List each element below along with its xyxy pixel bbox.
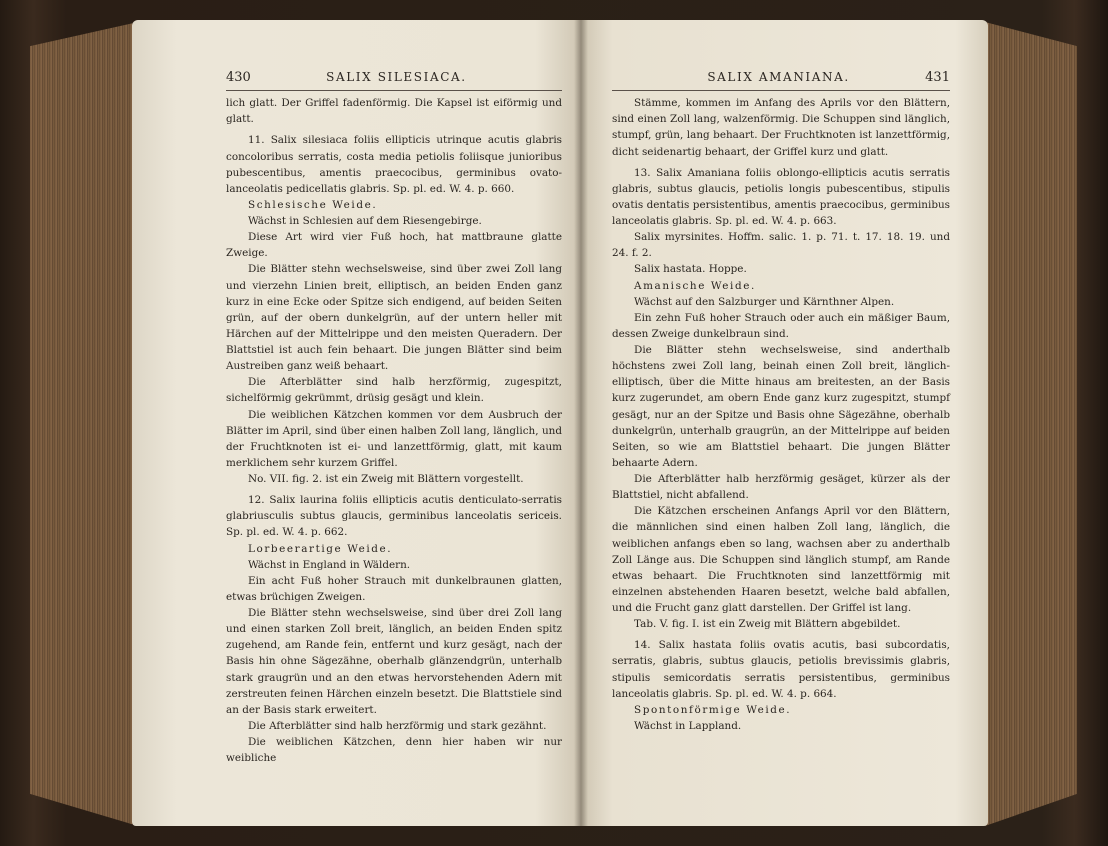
species-common-name: Spontonförmige Weide. bbox=[634, 703, 792, 716]
paragraph: Wächst in Lappland. bbox=[634, 719, 742, 732]
species-entry: 11. Salix silesiaca foliis ellipticis utrinque acutis glabris concoloribus serratis, costa media petiolis foliisque junioribus pubescentibus, amentis praecocibus, germinibus ovato-lanceolatis pedicellatis glabris. Sp. pl. ed. W. 4. p. 660. bbox=[226, 134, 562, 195]
paragraph: Ein zehn Fuß hoher Strauch oder auch ein mäßiger Baum, dessen Zweige dunkelbraun sind. bbox=[612, 311, 950, 340]
paragraph: Wächst auf den Salzburger und Kärnthner Alpen. bbox=[634, 295, 895, 308]
paragraph: Stämme, kommen im Anfang des Aprils vor den Blättern, sind einen Zoll lang, walzenförmig. Die Schuppen sind länglich, stumpf, grün, lang behaart. Der Fruchtknoten ist lanzettförmig, dicht seidenartig behaart, der Griffel kurz und glatt. bbox=[612, 97, 950, 158]
paragraph: Die Afterblätter halb herzförmig gesäget, kürzer als der Blattstiel, nicht abfallend. bbox=[612, 473, 950, 502]
paragraph: No. VII. fig. 2. ist ein Zweig mit Blättern vorgestellt. bbox=[248, 473, 524, 486]
paragraph: lich glatt. Der Griffel fadenförmig. Die Kapsel ist eiförmig und glatt. bbox=[226, 97, 562, 126]
paragraph: Die Blätter stehn wechselsweise, sind über zwei Zoll lang und vierzehn Linien breit, elliptisch, an beiden Enden ganz kurz in eine Ecke oder Spitze sich endigend, auf beiden Seiten grün, auf der obern dunkelgrün, auf der untern heller mit Härchen auf der Mittelrippe und den meisten Queradern. Der Blattstiel ist auch fein behaart. Die jungen Blätter sind beim Austreiben ganz weiß behaart. bbox=[226, 263, 562, 373]
book-gutter bbox=[574, 20, 588, 826]
paragraph: Wächst in England in Wäldern. bbox=[248, 558, 411, 571]
synonym: Salix myrsinites. Hoffm. salic. 1. p. 71. t. 17. 18. 19. und 24. f. 2. bbox=[612, 231, 950, 260]
paragraph: Wächst in Schlesien auf dem Riesengebirge. bbox=[248, 215, 482, 228]
paragraph: Die Afterblätter sind halb herzförmig, zugespitzt, sichelförmig gekrümmt, drüsig gesägt und klein. bbox=[226, 376, 562, 405]
left-page-edges bbox=[18, 22, 138, 826]
paragraph: Diese Art wird vier Fuß hoch, hat mattbraune glatte Zweige. bbox=[226, 231, 562, 260]
species-entry: 12. Salix laurina foliis ellipticis acutis denticulato-serratis glabriusculis subtus glaucis, germinibus lanceolatis sericeis. Sp. pl. ed. W. 4. p. 662. bbox=[226, 494, 562, 539]
paragraph: Die Blätter stehn wechselsweise, sind über drei Zoll lang und einen starken Zoll breit, länglich, an beiden Enden spitz zugehend, am Rande fein, entfernt und kurz gesägt, nach der Basis hin ohne Sägezähne, oberhalb glänzendgrün, unterhalb stark graugrün und an den etwas hervorstehenden Adern mit zerstreuten feinen Härchen einzeln besetzt. Die Blattstiele sind an der Basis stark erweitert. bbox=[226, 607, 562, 716]
paragraph: Die Kätzchen erscheinen Anfangs April vor den Blättern, die männlichen sind einen halben Zoll lang, länglich, die weiblichen anfangs eben so lang, wachsen aber zu anderthalb Zoll Länge aus. Die Schuppen sind länglich stumpf, am Rande etwas behaart. Die Fruchtknoten sind lanzettförmig mit einzelnen abstehenden Haaren besetzt, welche bald abfallen, und die Frucht ganz glatt darstellen. Der Griffel ist lang. bbox=[612, 505, 950, 615]
left-running-head bbox=[226, 68, 562, 91]
right-page bbox=[580, 20, 988, 826]
species-entry: 13. Salix Amaniana foliis oblongo-ellipticis acutis serratis glabris, subtus glaucis, petiolis longis pubescentibus, stipulis ovatis dentatis persistentibus, amentis praecocibus, germinibus lanceolatis glabris. Sp. pl. ed. W. 4. p. 663. bbox=[612, 166, 950, 228]
paragraph: Ein acht Fuß hoher Strauch mit dunkelbraunen glatten, etwas brüchigen Zweigen. bbox=[226, 574, 562, 603]
left-page bbox=[132, 20, 580, 826]
paragraph: Die weiblichen Kätzchen, denn hier haben wir nur weibliche bbox=[226, 736, 562, 765]
right-page-edges bbox=[985, 22, 1085, 826]
paragraph: Die weiblichen Kätzchen kommen vor dem Ausbruch der Blätter im April, sind über einen halben Zoll lang, länglich, und der Fruchtknoten ist ei- und lanzettförmig, glatt, mit kaum merklichem sehr kurzem Griffel. bbox=[226, 408, 562, 469]
species-common-name: Amanische Weide. bbox=[634, 279, 756, 292]
page-header-title: SALIX SILESIACA. bbox=[326, 70, 467, 84]
paragraph: Tab. V. fig. I. ist ein Zweig mit Blättern abgebildet. bbox=[634, 618, 901, 631]
page-number: 430 bbox=[226, 70, 251, 85]
synonym: Salix hastata. Hoppe. bbox=[634, 263, 747, 276]
page-header-title: SALIX AMANIANA. bbox=[707, 70, 850, 84]
page-number: 431 bbox=[925, 70, 950, 85]
right-running-head bbox=[612, 68, 950, 91]
paragraph: Die Afterblätter sind halb herzförmig und stark gezähnt. bbox=[248, 719, 547, 732]
species-entry: 14. Salix hastata foliis ovatis acutis, basi subcordatis, serratis, glabris, subtus glaucis, petiolis brevissimis glabris, stipulis semicordatis serratis persistentibus, germinibus lanceolatis glabris. Sp. pl. ed. W. 4. p. 664. bbox=[612, 639, 950, 700]
species-common-name: Lorbeerartige Weide. bbox=[248, 542, 393, 555]
paragraph: Die Blätter stehn wechselsweise, sind anderthalb höchstens zwei Zoll lang, beinah einen Zoll breit, länglich-elliptisch, über die Mitte hinaus am breitesten, an der Basis kurz zugerundet, am obern Ende ganz kurz zugespitzt, stumpf gesägt, nur an der Spitze und Basis ohne Sägezähne, oberhalb dunkelgrün, unterhalb graugrün, an der Mittelrippe auf beiden Seiten, so wie am Blattstiel behaart. Die jungen Blätter behaarte Adern. bbox=[612, 344, 950, 469]
species-common-name: Schlesische Weide. bbox=[248, 198, 378, 211]
